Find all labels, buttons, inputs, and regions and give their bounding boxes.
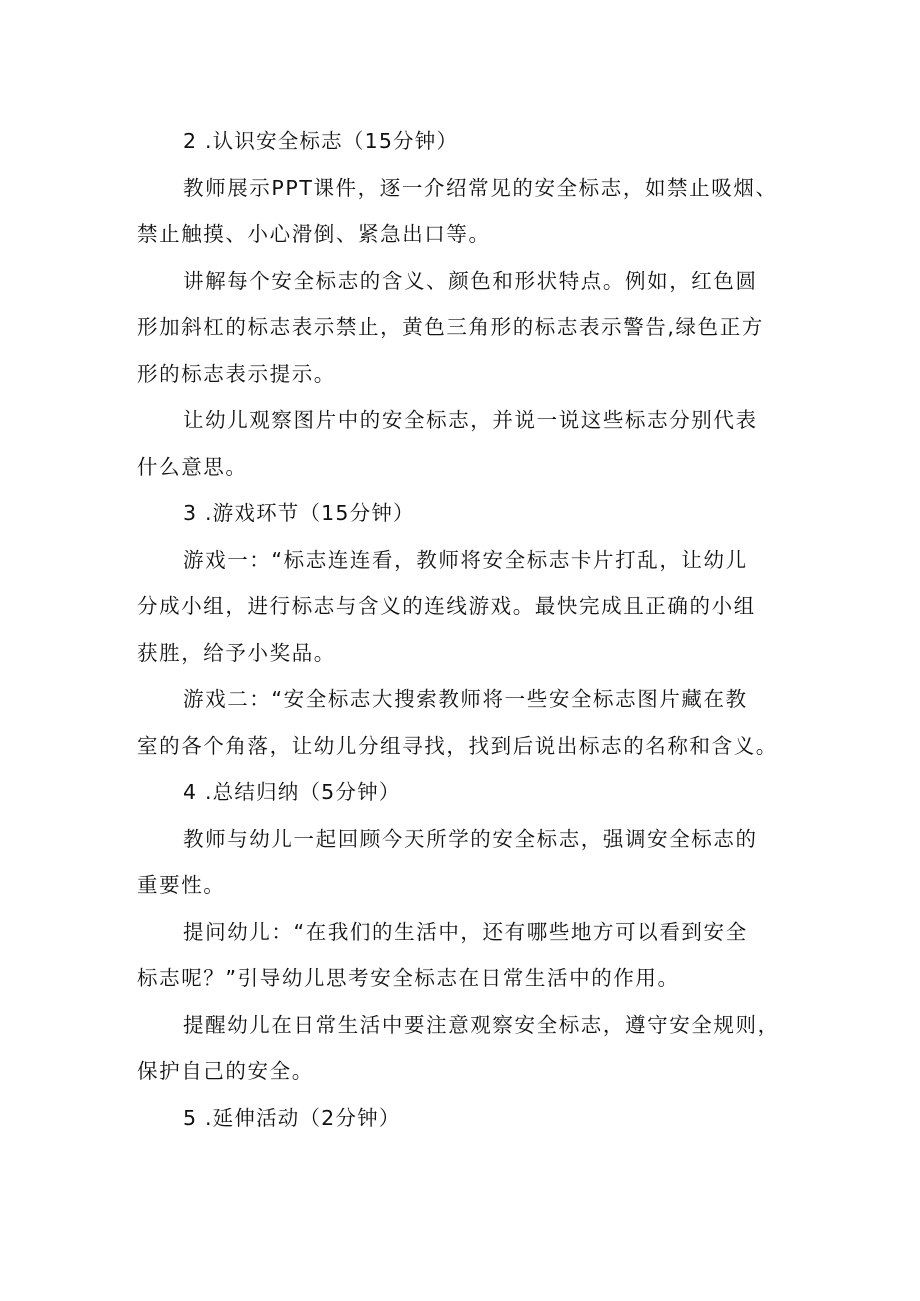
paragraph-line: 保护自己的安全。 <box>137 1059 314 1083</box>
paragraph-line: 讲解每个安全标志的含义、颜色和形状特点。例如，红色圆 <box>183 268 758 293</box>
paragraph-line: 标志呢？”引导幼儿思考安全标志在日常生活中的作用。 <box>137 966 680 990</box>
paragraph-line: 重要性。 <box>137 873 226 897</box>
paragraph-line: 什么意思。 <box>137 454 248 479</box>
paragraph-line: 分成小组，进行标志与含义的连线游戏。最快完成且正确的小组 <box>137 594 756 618</box>
paragraph-line: 室的各个角落，让幼儿分组寻找，找到后说出标志的名称和含义。 <box>137 733 778 758</box>
document-body <box>137 118 797 1141</box>
section-heading: 4 .总结归纳（5分钟） <box>183 780 401 804</box>
paragraph-line: 教师展示PPT课件，逐一介绍常见的安全标志，如禁止吸烟、 <box>183 175 778 200</box>
paragraph-line: 获胜，给予小奖品。 <box>137 640 336 665</box>
paragraph-line: 游戏一：“标志连连看，教师将安全标志卡片打乱，让幼儿 <box>183 547 748 572</box>
paragraph-line: 教师与幼儿一起回顾今天所学的安全标志，强调安全标志的 <box>183 826 758 851</box>
paragraph-line: 形的标志表示提示。 <box>137 361 336 386</box>
section-heading: 2 .认识安全标志（15分钟） <box>183 129 459 153</box>
paragraph-line: 提醒幼儿在日常生活中要注意观察安全标志，遵守安全规则， <box>183 1012 780 1037</box>
paragraph-line: 禁止触摸、小心滑倒、紧急出口等。 <box>137 222 491 246</box>
section-heading: 5 .延伸活动（2分钟） <box>183 1105 401 1130</box>
paragraph-line: 提问幼儿：“在我们的生活中，还有哪些地方可以看到安全 <box>183 919 748 944</box>
paragraph-line: 形加斜杠的标志表示禁止，黄色三角形的标志表示警告,绿色正方 <box>137 315 764 339</box>
paragraph-line: 让幼儿观察图片中的安全标志，并说一说这些标志分别代表 <box>183 408 758 432</box>
section-heading: 3 .游戏环节（15分钟） <box>183 501 415 525</box>
paragraph-line: 游戏二：“安全标志大搜索教师将一些安全标志图片藏在教 <box>183 687 748 711</box>
